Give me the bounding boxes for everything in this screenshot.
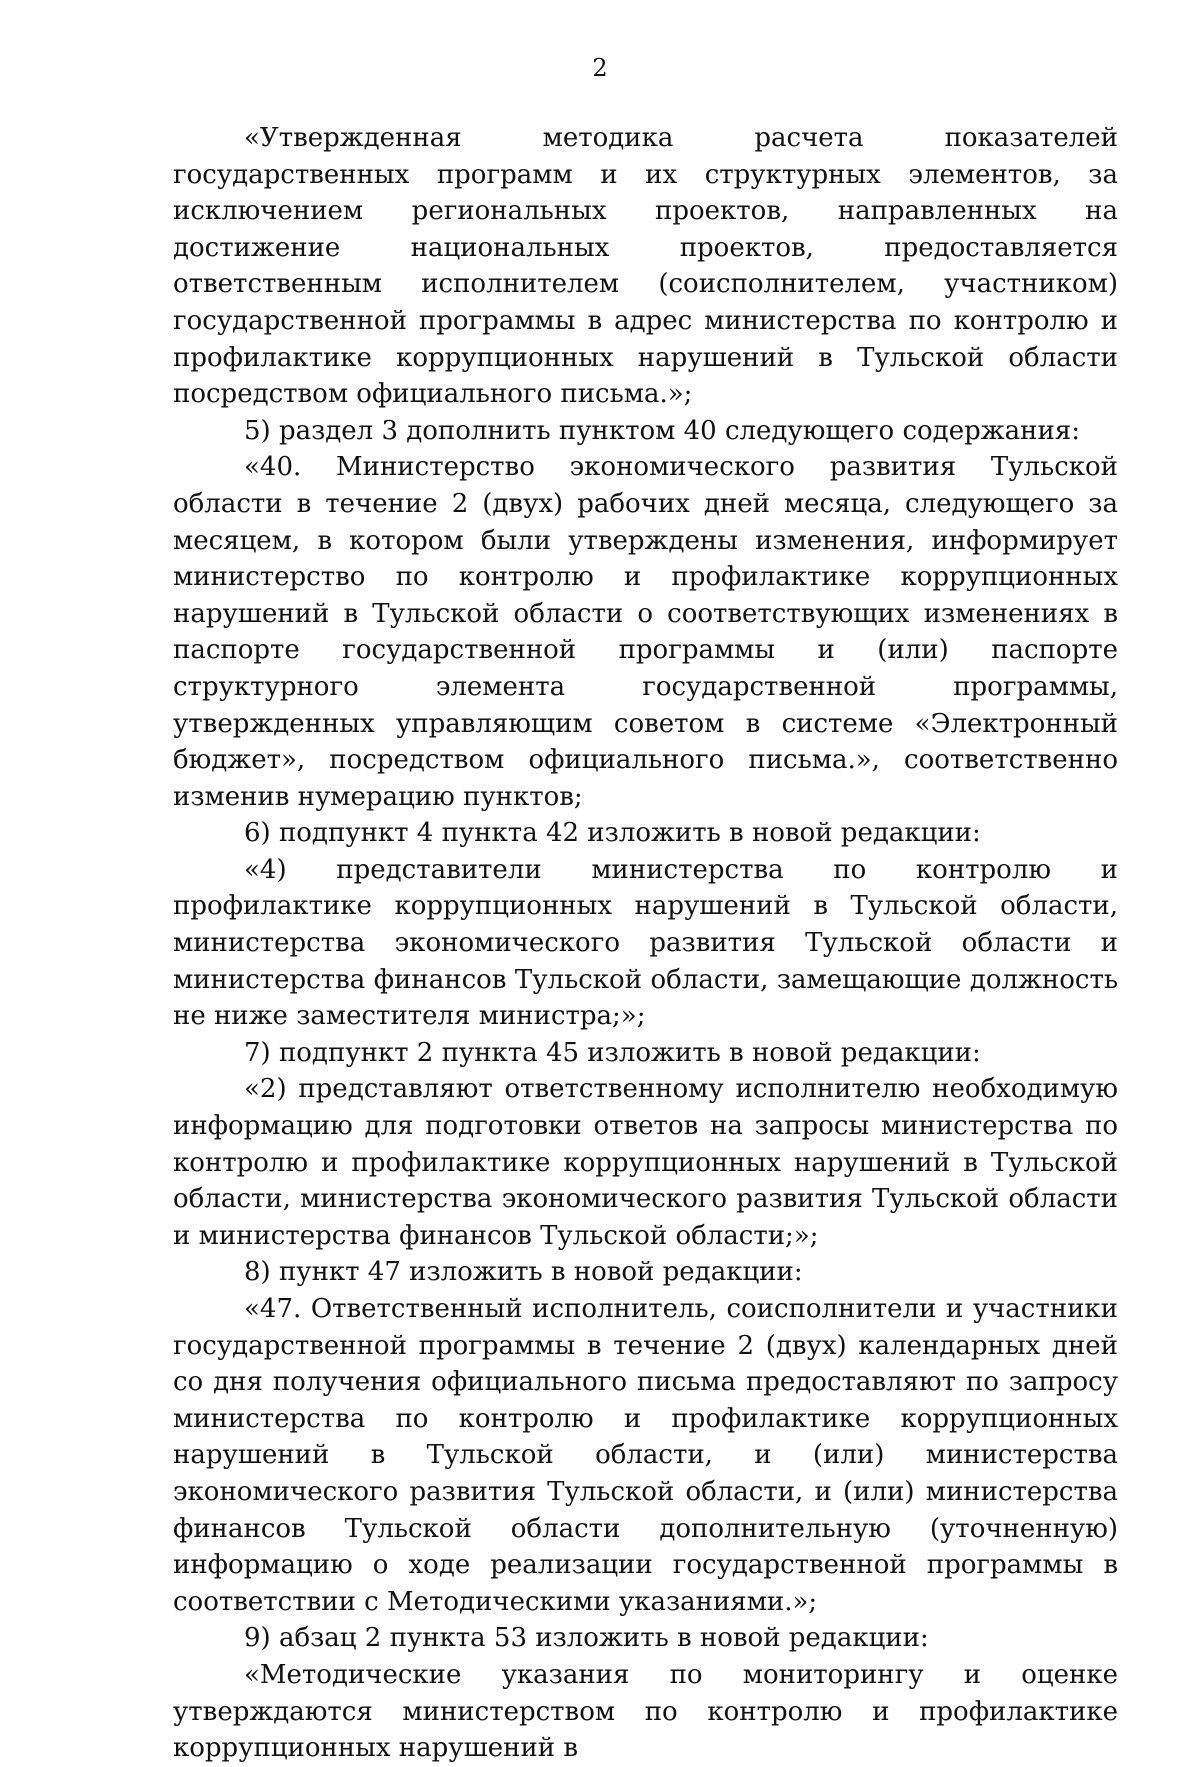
paragraph-item-6: 6) подпункт 4 пункта 42 изложить в новой редакции:: [244, 818, 981, 849]
paragraph-subpoint-2: «2) представляют ответственному исполнителю необходимую информацию для подготовки ответов на запросы министерства по контролю и профилактике коррупционных нарушений в Тульской области, министерства экономического развития Тульской области и министерства финансов Тульской области;»;: [173, 1074, 1118, 1251]
paragraph-subpoint-4: «4) представители министерства по контролю и профилактике коррупционных нарушений в Тульской области, министерства экономического развития Тульской области и министерства финансов Тульской области, замещающие должность не ниже заместителя министра;»;: [173, 854, 1118, 1032]
page-number: 2: [592, 54, 608, 82]
paragraph-item-8: 8) пункт 47 изложить в новой редакции:: [244, 1257, 803, 1288]
paragraph-item-9: 9) абзац 2 пункта 53 изложить в новой редакции:: [244, 1623, 929, 1654]
paragraph-point-47: «47. Ответственный исполнитель, соисполнители и участники государственной программы в течение 2 (двух) календарных дней со дня получения официального письма предоставляют по запросу министерства по контролю и профилактике коррупционных нарушений в Тульской области, и (или) министерства экономического развития Тульской области, и (или) министерства финансов Тульской области дополнительную (уточненную) информацию о ходе реализации государственной программы в соответствии с Методическими указаниями.»;: [173, 1294, 1118, 1617]
paragraph-item-7: 7) подпункт 2 пункта 45 изложить в новой редакции:: [244, 1037, 981, 1068]
paragraph-methodology-submission: «Утвержденная методика расчета показателей государственных программ и их структурных элементов, за исключением региональных проектов, направленных на достижение национальных проектов, предоставляется ответственным исполнителем (соисполнителем, участником) государственной программы в адрес министерства по контролю и профилактике коррупционных нарушений в Тульской области посредством официального письма.»;: [173, 123, 1118, 410]
paragraph-item-5: 5) раздел 3 дополнить пунктом 40 следующего содержания:: [244, 415, 1080, 446]
paragraph-guidelines-continued: «Методические указания по мониторингу и оценке утверждаются министерством по контролю и профилактике коррупционных нарушений в: [173, 1659, 1118, 1764]
document-body: [173, 120, 1118, 1767]
paragraph-point-40: «40. Министерство экономического развития Тульской области в течение 2 (двух) рабочих дней месяца, следующего за месяцем, в котором были утверждены изменения, информирует министерство по контролю и профилактике коррупционных нарушений в Тульской области о соответствующих изменениях в паспорте государственной программы и (или) паспорте структурного элемента государственной программы, утвержденных управляющим советом в системе «Электронный бюджет», посредством официального письма.», соответственно изменив нумерацию пунктов;: [173, 452, 1118, 812]
